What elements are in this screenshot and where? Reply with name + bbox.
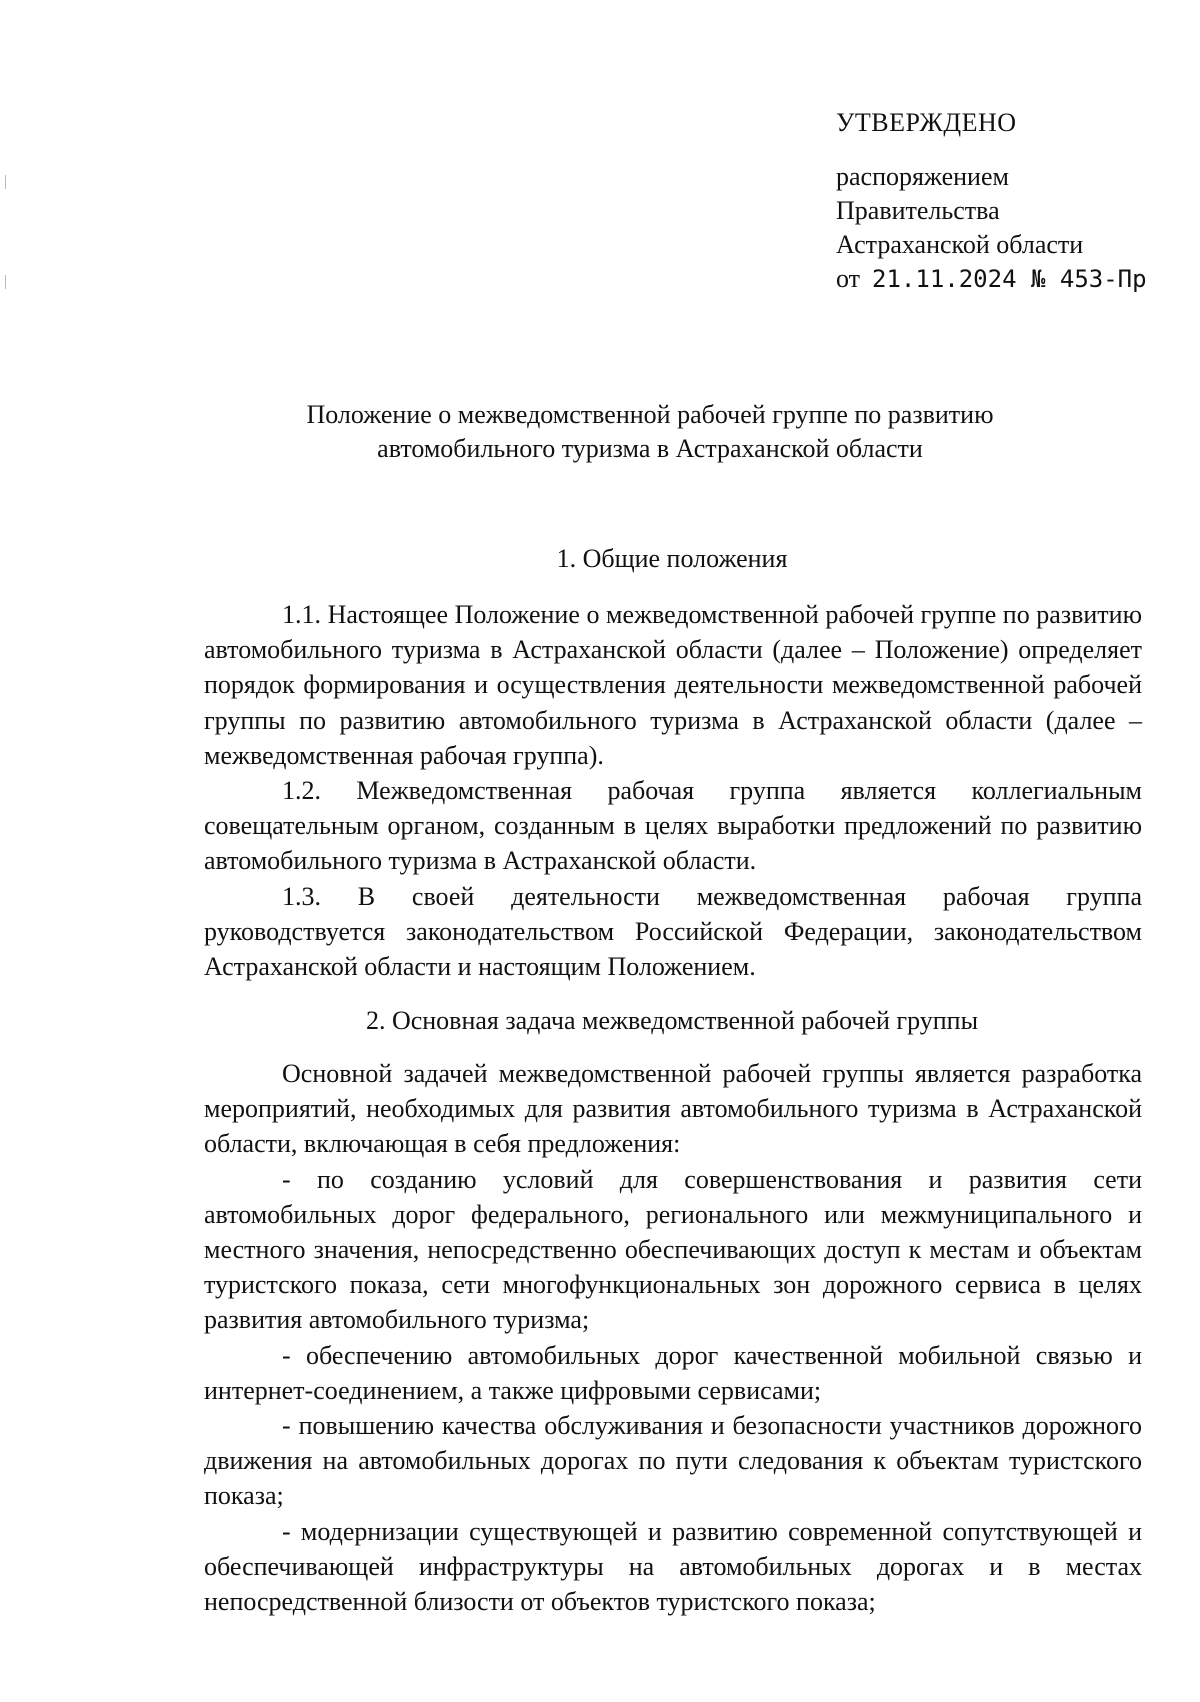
document-title-line: автомобильного туризма в Астраханской области (377, 434, 923, 463)
approval-line: Правительства (836, 196, 1000, 225)
approval-line: распоряжением (836, 162, 1009, 191)
approval-title: УТВЕРЖДЕНО (836, 108, 1017, 137)
paragraph: 1.1. Настоящее Положение о межведомственной рабочей группе по развитию автомобильного туризма в Астраханской области (далее – Положение) определяет порядок формирования и осуществления деятельности межведомственной рабочей группы по развитию автомобильного туризма в Астраханской области (далее – межведомственная рабочая группа). (204, 600, 1142, 770)
approval-line: Астраханской области (836, 230, 1084, 259)
paragraph: 1.3. В своей деятельности межведомственная рабочая группа руководствуется законодательством Российской Федерации, законодательством Астраханской области и настоящим Положением. (204, 881, 1142, 982)
approval-date-prefix: от (836, 264, 861, 293)
section-2-heading: 2. Основная задача межведомственной рабочей группы (365, 1006, 979, 1035)
paragraph: 1.2. Межведомственная рабочая группа является коллегиальным совещательным органом, созданным в целях выработки предложений по развитию автомобильного туризма в Астраханской области. (204, 776, 1142, 876)
list-item: - модернизации существующей и развитию современной сопутствующей и обеспечивающей инфраструктуры на автомобильных дорогах и в местах непосредственной близости от объектов туристского показа; (204, 1516, 1142, 1617)
section-1-heading: 1. Общие положения (556, 544, 788, 573)
document-title-line: Положение о межведомственной рабочей группе по развитию (306, 400, 994, 429)
scan-margin-mark (5, 275, 6, 289)
section-1-body (204, 597, 1142, 984)
section-2-body (204, 1056, 1142, 1619)
list-item: - обеспечению автомобильных дорог качественной мобильной связью и интернет-соединением, а также цифровыми сервисами; (204, 1340, 1142, 1405)
document-title (220, 398, 1080, 466)
list-item: - по созданию условий для совершенствования и развития сети автомобильных дорог федерального, регионального или межмуниципального и местного значения, непосредственно обеспечивающих доступ к местам и объектам туристского показа, сети многофункциональных зон дорожного сервиса в целях развития автомобильного туризма; (204, 1164, 1142, 1335)
approval-block (836, 106, 1147, 296)
list-item: - повышению качества обслуживания и безопасности участников дорожного движения на автомобильных дорогах по пути следования к объектам туристского показа; (204, 1411, 1142, 1511)
scan-margin-mark (5, 175, 6, 189)
paragraph: Основной задачей межведомственной рабочей группы является разработка мероприятий, необходимых для развития автомобильного туризма в Астраханской области, включающая в себя предложения: (204, 1059, 1142, 1159)
approval-date-stamp: 21.11.2024 № 453-Пр (872, 265, 1147, 293)
approval-date-line (836, 262, 1147, 296)
